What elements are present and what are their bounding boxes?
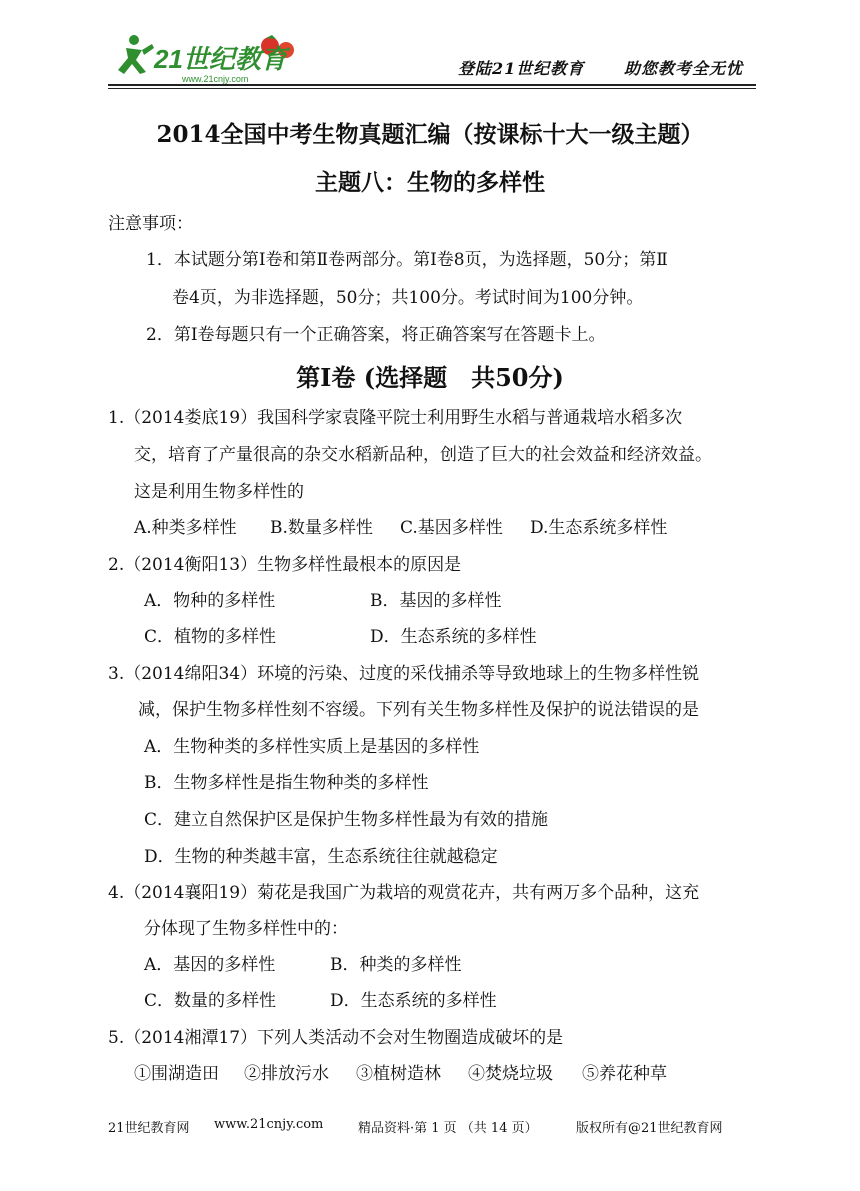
logo-url: www.21cnjy.com: [182, 74, 249, 84]
question-4-option-b: B．种类的多样性: [330, 955, 462, 975]
question-5-option-1: ①围湖造田: [134, 1064, 219, 1084]
slogan-left: 登陆21世纪教育: [458, 59, 585, 78]
question-3-option-b: B．生物多样性是指生物种类的多样性: [144, 773, 429, 793]
question-4-option-c: C．数量的多样性: [144, 991, 277, 1011]
question-3-option-c: C．建立自然保护区是保护生物多样性最为有效的措施: [144, 810, 549, 830]
footer-site-name: 21世纪教育网: [108, 1121, 190, 1136]
header-divider-thin: [108, 88, 756, 89]
question-4-line: 分体现了生物多样性中的：: [144, 919, 348, 939]
question-5-line: 5.（2014湘潭17）下列人类活动不会对生物圈造成破坏的是: [108, 1028, 564, 1048]
slogan-right: 助您教考全无忧: [624, 59, 744, 78]
question-1-line: 这是利用生物多样性的: [134, 482, 304, 502]
question-2-option-a: A．物种的多样性: [144, 591, 276, 611]
question-2-line: 2.（2014衡阳13）生物多样性最根本的原因是: [108, 555, 462, 575]
site-logo: [112, 30, 312, 85]
question-4-option-a: A．基因的多样性: [144, 955, 276, 975]
footer-url[interactable]: www.21cnjy.com: [214, 1117, 324, 1132]
question-3-line: 3.（2014绵阳34）环境的污染、过度的采伐捕杀等导致地球上的生物多样性锐: [108, 664, 700, 684]
question-1-option-b: B.数量多样性: [270, 518, 373, 538]
question-3-option-a: A．生物种类的多样性实质上是基因的多样性: [144, 737, 480, 757]
notes-heading: 注意事项：: [108, 214, 193, 234]
question-2-option-b: B．基因的多样性: [370, 591, 502, 611]
question-1-option-d: D.生态系统多样性: [530, 518, 668, 538]
question-1-option-c: C.基因多样性: [400, 518, 503, 538]
question-4-line: 4.（2014襄阳19）菊花是我国广为栽培的观赏花卉，共有两万多个品种，这充: [108, 883, 700, 903]
page-title: 2014全国中考生物真题汇编（按课标十大一级主题）: [156, 121, 704, 148]
question-5-option-5: ⑤养花种草: [582, 1064, 667, 1084]
question-4-option-d: D．生态系统的多样性: [330, 991, 497, 1011]
footer-page-info: 精品资料·第 1 页 （共 14 页）: [358, 1121, 538, 1136]
question-2-option-d: D．生态系统的多样性: [370, 627, 537, 647]
page-subtitle: 主题八：生物的多样性: [315, 169, 545, 196]
question-1-line: 1.（2014娄底19）我国科学家袁隆平院士利用野生水稻与普通栽培水稻多次: [108, 408, 683, 428]
logo-graphic: [112, 30, 312, 85]
footer-copyright: 版权所有@21世纪教育网: [576, 1121, 723, 1136]
question-3-option-d: D．生物的种类越丰富，生态系统往往就越稳定: [144, 847, 498, 867]
question-2-option-c: C．植物的多样性: [144, 627, 277, 647]
logo-text: 21世纪教育: [154, 44, 287, 74]
note-item-2: 2．第Ⅰ卷每题只有一个正确答案，将正确答案写在答题卡上。: [146, 325, 606, 345]
note-item-1-cont: 卷4页，为非选择题，50分；共100分。考试时间为100分钟。: [172, 288, 644, 308]
question-3-line: 减，保护生物多样性刻不容缓。下列有关生物多样性及保护的说法错误的是: [138, 700, 699, 720]
question-5-option-4: ④焚烧垃圾: [468, 1064, 553, 1084]
header-divider: [108, 84, 756, 86]
section-title: 第Ⅰ卷 (选择题 共50分): [296, 363, 564, 392]
question-5-option-2: ②排放污水: [244, 1064, 329, 1084]
note-item-1: 1．本试题分第Ⅰ卷和第Ⅱ卷两部分。第Ⅰ卷8页，为选择题，50分；第Ⅱ: [146, 250, 668, 270]
question-1-line: 交，培育了产量很高的杂交水稻新品种，创造了巨大的社会效益和经济效益。: [134, 445, 712, 465]
question-5-option-3: ③植树造林: [356, 1064, 441, 1084]
question-1-option-a: A.种类多样性: [134, 518, 237, 538]
